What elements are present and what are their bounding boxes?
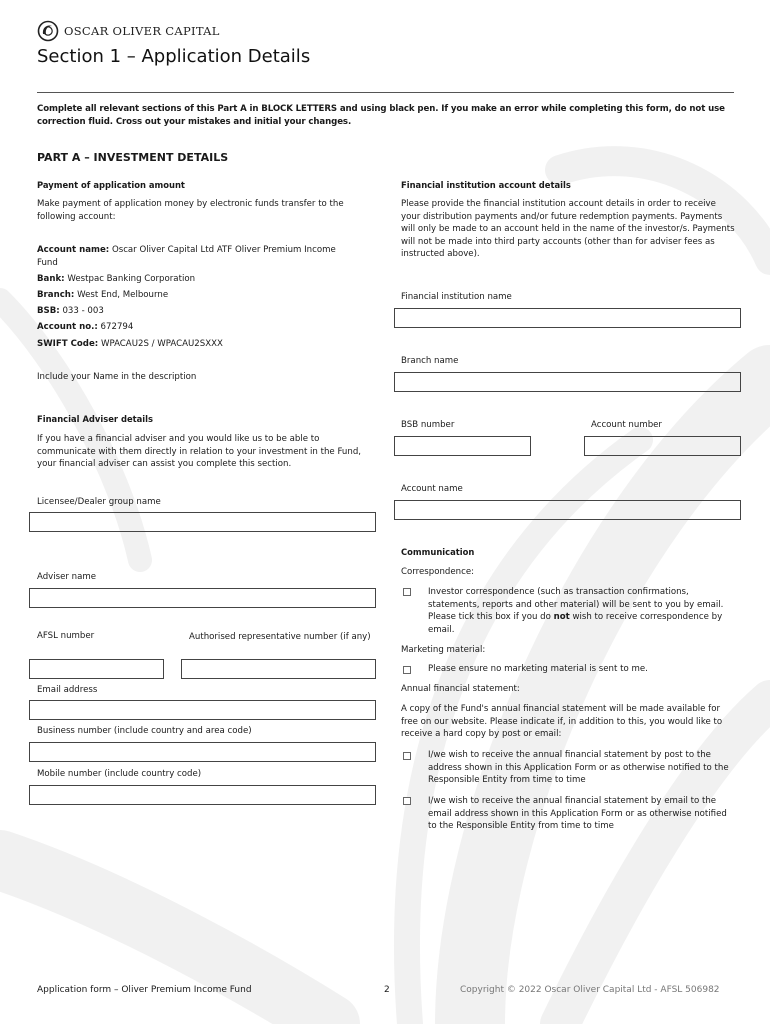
- adviser-name-label: Adviser name: [37, 572, 97, 582]
- adviser-heading: Financial Adviser details: [37, 414, 154, 424]
- bsb-number-field[interactable]: [394, 436, 531, 456]
- marketing-text: Please ensure no marketing material is sent to me.: [428, 664, 648, 674]
- section-title: Section 1 – Application Details: [37, 46, 311, 67]
- page-number: 2: [384, 985, 390, 995]
- business-number-label: Business number (include country and area code): [37, 726, 252, 736]
- afsl-label: AFSL number: [37, 631, 95, 641]
- footer-copyright: Copyright © 2022 Oscar Oliver Capital Ltd - AFSL 506982: [460, 985, 720, 995]
- auth-rep-field[interactable]: [181, 659, 376, 679]
- branch-line: [37, 289, 168, 302]
- branch-label: Branch:: [37, 290, 75, 300]
- email-option-checkbox[interactable]: [403, 797, 411, 805]
- swift-value: WPACAU2S / WPACAU2SXXX: [100, 339, 223, 349]
- bank-label: Bank:: [37, 274, 65, 284]
- correspondence-label: Correspondence:: [401, 567, 475, 577]
- bsb-label: BSB:: [37, 306, 60, 316]
- mobile-label: Mobile number (include country code): [37, 769, 202, 779]
- title-divider: [37, 92, 734, 93]
- afsl-field[interactable]: [29, 659, 164, 679]
- payment-note: Include your Name in the description: [37, 372, 197, 382]
- account-name-label-fi: Account name: [401, 484, 463, 494]
- bsb-value: 033 - 003: [62, 306, 104, 316]
- correspondence-text: [428, 586, 728, 636]
- marketing-checkbox[interactable]: [403, 666, 411, 674]
- account-name-label: Account name:: [37, 245, 110, 255]
- branch-value: West End, Melbourne: [77, 290, 169, 300]
- footer-form-title: Application form – Oliver Premium Income Fund: [37, 985, 252, 995]
- correspondence-text-end: wish to receive correspondence by email.: [428, 612, 723, 635]
- logo-swirl-icon: [37, 20, 59, 42]
- business-number-field[interactable]: [29, 742, 376, 762]
- adviser-text: If you have a financial adviser and you would like us to be able to communicate with them directly in relation to your investment in the Fund, your financial adviser can assist you complete this section.: [37, 434, 362, 470]
- account-name-field[interactable]: [394, 500, 741, 520]
- email-field[interactable]: [29, 700, 376, 720]
- payment-heading: Payment of application amount: [37, 180, 185, 190]
- email-label: Email address: [37, 685, 98, 695]
- annual-statement-text: A copy of the Fund's annual financial statement will be made available for free on our website. Please indicate if, in addition to this, you would like to receive a hard copy by post or email:: [401, 704, 723, 740]
- fi-name-label: Financial institution name: [401, 292, 512, 302]
- branch-name-label: Branch name: [401, 356, 459, 366]
- payment-text: Make payment of application money by electronic funds transfer to the following account:: [37, 199, 344, 222]
- account-no-line: [37, 321, 133, 334]
- bsb-number-label: BSB number: [401, 420, 455, 430]
- account-number-field[interactable]: [584, 436, 741, 456]
- post-option-checkbox[interactable]: [403, 752, 411, 760]
- correspondence-text-start: Investor correspondence (such as transaction confirmations, statements, reports and other material) will be sent to you by email. Please tick this box if you do: [428, 587, 724, 623]
- annual-statement-label: Annual financial statement:: [401, 684, 520, 694]
- post-option-text: I/we wish to receive the annual financial statement by post to the address shown in this Application Form or as otherwise notified to the Responsible Entity from time to time: [428, 750, 729, 786]
- communication-heading: Communication: [401, 547, 475, 557]
- adviser-name-field[interactable]: [29, 588, 376, 608]
- fi-name-field[interactable]: [394, 308, 741, 328]
- account-name-value: Oscar Oliver Capital Ltd ATF Oliver Premium Income Fund: [37, 245, 336, 268]
- intro-instructions: Complete all relevant sections of this Part A in BLOCK LETTERS and using black pen. If you make an error while completing this form, do not use correction fluid. Cross out your mistakes and initial your changes.: [37, 104, 725, 127]
- correspondence-checkbox[interactable]: [403, 588, 411, 596]
- marketing-label: Marketing material:: [401, 645, 486, 655]
- account-name-line: [37, 244, 357, 269]
- company-logo: [37, 20, 220, 42]
- account-no-label: Account no.:: [37, 322, 98, 332]
- account-no-value: 672794: [100, 322, 134, 332]
- logo-text: OSCAR OLIVER CAPITAL: [64, 24, 220, 38]
- fi-heading: Financial institution account details: [401, 180, 571, 190]
- correspondence-text-emphasis: not: [553, 612, 570, 623]
- licensee-field[interactable]: [29, 512, 376, 532]
- swift-line: [37, 338, 223, 351]
- licensee-label: Licensee/Dealer group name: [37, 497, 161, 507]
- email-option-text: I/we wish to receive the annual financial statement by email to the email address shown in this Application Form or as otherwise notified to the Responsible Entity from time to time: [428, 796, 727, 832]
- part-title: PART A – INVESTMENT DETAILS: [37, 151, 229, 164]
- swift-label: SWIFT Code:: [37, 339, 99, 349]
- bank-value: Westpac Banking Corporation: [67, 274, 196, 284]
- bsb-line: [37, 305, 104, 318]
- bank-line: [37, 273, 195, 286]
- account-number-label: Account number: [591, 420, 662, 430]
- branch-name-field[interactable]: [394, 372, 741, 392]
- fi-text: Please provide the financial institution account details in order to receive your distribution payments and/or future redemption payments. Payments will only be made to an account held in the name of the investor/s. Payments will not be made into third party accounts (other than for adviser fees as instructed above).: [401, 199, 735, 260]
- mobile-field[interactable]: [29, 785, 376, 805]
- auth-rep-label: Authorised representative number (if any): [189, 632, 371, 642]
